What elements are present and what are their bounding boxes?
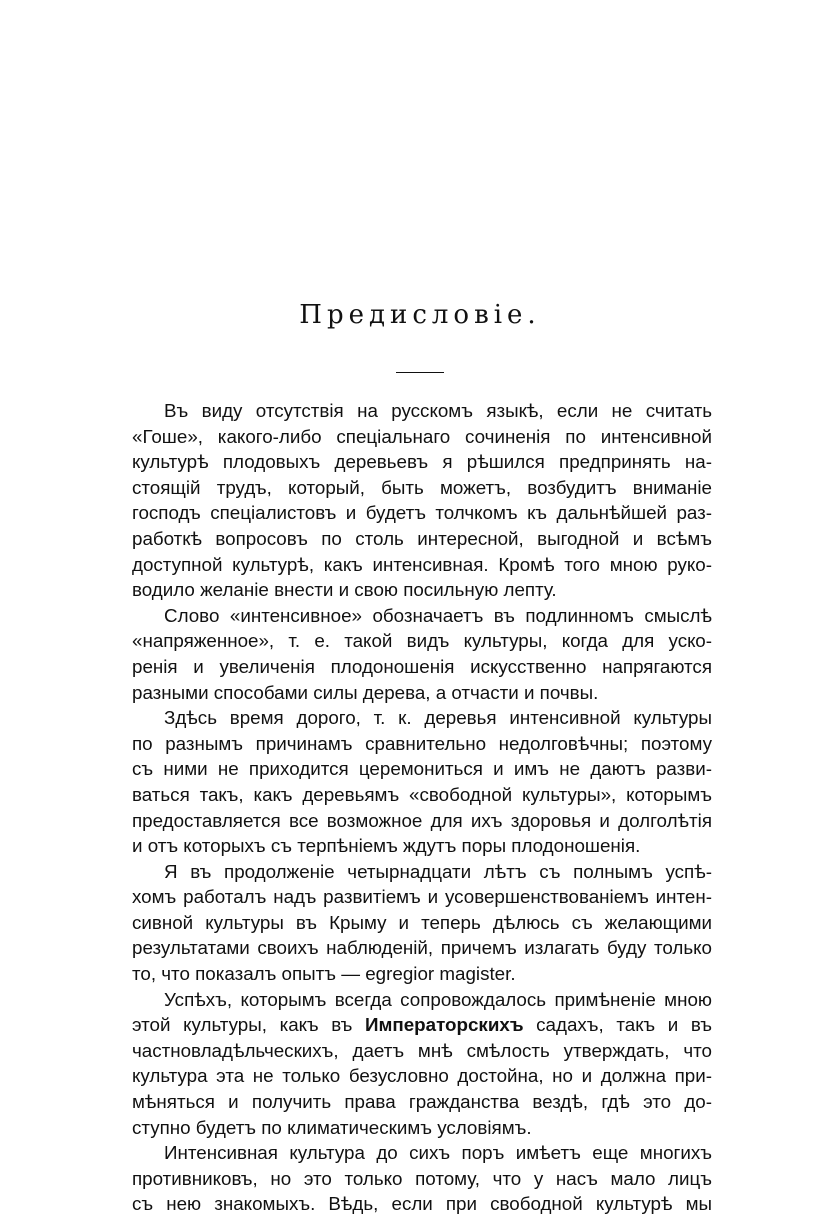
text-line: «Гоше», какого-либо спеціальнаго сочиненія по интенсивной <box>132 425 712 447</box>
text-line: разными способами силы дерева, а отчасти и почвы. <box>132 681 599 703</box>
text-line-with-bold <box>132 1012 712 1038</box>
text-line: работкѣ вопросовъ по столь интересной, выгодной и всѣмъ <box>132 527 712 549</box>
paragraph-6 <box>132 1140 712 1217</box>
text-line: Я въ продолженіе четырнадцати лѣтъ съ полнымъ успѣ- <box>164 860 712 882</box>
paragraph-3 <box>132 705 712 859</box>
paragraph-2 <box>132 603 712 705</box>
text-line: и отъ которыхъ съ терпѣніемъ ждутъ поры плодоношенія. <box>132 835 641 857</box>
text-line: Въ виду отсутствія на русскомъ языкѣ, если не считать <box>164 400 712 421</box>
text-fragment: садахъ, такъ и въ <box>523 1014 712 1036</box>
text-line: культурѣ плодовыхъ деревьевъ я рѣшился предпринять на- <box>132 451 712 473</box>
text-line: сивной культуры въ Крыму и теперь дѣлюсь съ желающими <box>132 911 712 933</box>
text-line: господъ спеціалистовъ и будетъ толчкомъ къ дальнѣйшей раз- <box>132 502 712 524</box>
text-line: Здѣсь время дорого, т. к. деревья интенсивной культуры <box>164 707 712 729</box>
text-line: стоящій трудъ, который, быть можетъ, возбудитъ вниманіе <box>132 476 712 498</box>
paragraph-4 <box>132 859 712 987</box>
text-line: съ нею знакомыхъ. Вѣдь, если при свободной культурѣ мы <box>132 1193 712 1215</box>
text-line: результатами своихъ наблюденій, причемъ излагать буду только <box>132 937 712 959</box>
text-line: хомъ работалъ надъ развитіемъ и усовершенствованіемъ интен- <box>132 886 712 908</box>
text-line: культура эта не только безусловно достойна, но и должна при- <box>132 1065 712 1087</box>
text-line: по разнымъ причинамъ сравнительно недолговѣчны; поэтому <box>132 732 712 754</box>
text-line: Успѣхъ, которымъ всегда сопровождалось примѣненіе мною <box>164 988 712 1010</box>
paragraph-1 <box>132 398 712 603</box>
text-line: ступно будетъ по климатическимъ условіямъ. <box>132 1116 532 1138</box>
text-line: съ ними не приходится церемониться и имъ не даютъ разви- <box>132 758 712 780</box>
paragraph-5 <box>132 987 712 1141</box>
title-divider <box>396 372 444 373</box>
text-line: предоставляется все возможное для ихъ здоровья и долголѣтія <box>132 809 712 831</box>
text-line: мѣняться и получить права гражданства вездѣ, гдѣ это до- <box>132 1091 712 1113</box>
text-line: то, что показалъ опытъ — egregior magister. <box>132 963 516 985</box>
text-line: Слово «интенсивное» обозначаетъ въ подлинномъ смыслѣ <box>164 604 712 626</box>
text-fragment: этой культуры, какъ въ <box>132 1014 365 1036</box>
text-line: Интенсивная культура до сихъ поръ имѣетъ еще многихъ <box>164 1142 712 1164</box>
body-text <box>132 398 712 1217</box>
text-line: водило желаніе внести и свою посильную лепту. <box>132 579 557 601</box>
bold-word: Императорскихъ <box>364 1014 524 1036</box>
page-title: Предисловіе. <box>299 300 541 330</box>
text-line: ренія и увеличенія плодоношенія искусственно напрягаются <box>132 655 712 677</box>
text-line: ваться такъ, какъ деревьямъ «свободной культуры», которымъ <box>132 783 712 805</box>
text-line: доступной культурѣ, какъ интенсивная. Кромѣ того мною руко- <box>132 553 712 575</box>
text-line: частновладѣльческихъ, даетъ мнѣ смѣлость утверждать, что <box>132 1039 712 1061</box>
text-line: «напряженное», т. е. такой видъ культуры, когда для ускo- <box>132 630 712 652</box>
text-line: противниковъ, но это только потому, что у насъ мало лицъ <box>132 1167 712 1189</box>
